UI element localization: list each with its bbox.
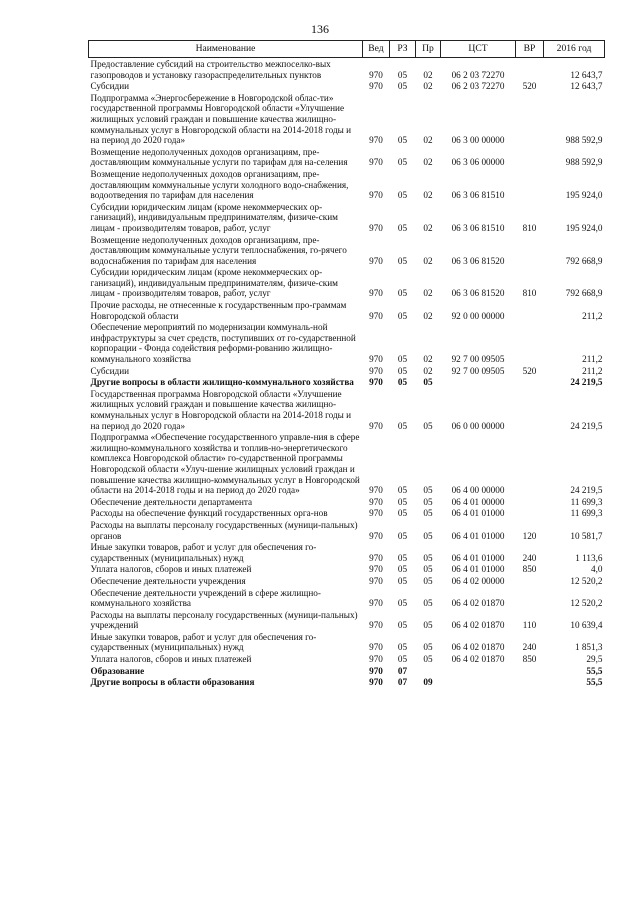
row-ved: 970 xyxy=(369,530,383,541)
row-pr: 02 xyxy=(423,354,433,365)
table-row xyxy=(89,541,605,563)
row-amount: 24 219,5 xyxy=(570,485,603,496)
row-cst: 06 4 02 01870 xyxy=(451,654,505,665)
row-amount: 55,5 xyxy=(586,665,603,676)
row-name: Расходы на обеспечение функций государственных орга-нов xyxy=(90,508,328,519)
row-name: Расходы на выплаты персоналу государственных (муници-пальных) органов xyxy=(90,519,358,541)
row-ved: 970 xyxy=(369,564,383,575)
row-name: Другие вопросы в области образования xyxy=(90,677,255,688)
row-vr: 520 xyxy=(522,81,537,92)
row-cst: 06 4 01 00000 xyxy=(451,496,505,507)
row-amount: 792 668,9 xyxy=(565,255,603,266)
row-vr xyxy=(516,388,544,431)
col-header-ved: Вед xyxy=(363,41,390,58)
row-cst: 06 0 00 00000 xyxy=(451,420,505,431)
row-pr: 05 xyxy=(423,530,433,541)
row-cst: 06 2 03 72270 xyxy=(451,69,505,80)
row-pr: 02 xyxy=(423,288,433,299)
table-row xyxy=(89,575,605,587)
row-cst: 06 3 06 81510 xyxy=(451,222,505,233)
row-ved: 970 xyxy=(369,677,383,688)
row-rz: 05 xyxy=(397,420,408,431)
row-vr: 520 xyxy=(522,365,537,376)
table-row xyxy=(89,168,605,201)
row-pr: 02 xyxy=(423,222,433,233)
row-ved: 970 xyxy=(369,377,383,388)
row-rz: 05 xyxy=(397,255,408,266)
row-rz: 05 xyxy=(397,81,408,92)
row-ved: 970 xyxy=(369,288,383,299)
row-rz: 05 xyxy=(397,620,408,631)
row-name: Иные закупки товаров, работ и услуг для обеспечения го-сударственных (муниципальных) нужд xyxy=(90,631,317,653)
page-number: 136 xyxy=(311,22,329,36)
row-cst: 06 4 02 01870 xyxy=(451,642,505,653)
row-ved: 970 xyxy=(369,598,383,609)
table-row xyxy=(89,234,605,267)
row-name: Предоставление субсидий на строительство межпоселко-вых газопроводов и установку газораспределительных пунктов xyxy=(90,59,331,80)
row-vr xyxy=(516,168,544,201)
row-vr xyxy=(516,665,544,677)
row-rz: 05 xyxy=(397,354,408,365)
row-ved: 970 xyxy=(369,620,383,631)
row-name: Обеспечение деятельности учреждения xyxy=(90,575,246,586)
row-ved: 970 xyxy=(369,420,383,431)
row-rz: 07 xyxy=(397,665,408,676)
row-ved: 970 xyxy=(369,135,383,146)
row-rz: 05 xyxy=(397,485,408,496)
row-amount: 12 520,2 xyxy=(570,575,603,586)
row-pr: 02 xyxy=(423,365,433,376)
row-cst: 06 4 01 01000 xyxy=(451,564,505,575)
row-rz: 05 xyxy=(397,157,408,168)
row-vr xyxy=(516,676,544,688)
table-row xyxy=(89,365,605,377)
row-vr xyxy=(516,587,544,609)
row-rz: 05 xyxy=(397,222,408,233)
row-ved: 970 xyxy=(369,81,383,92)
row-ved: 970 xyxy=(369,485,383,496)
table-row xyxy=(89,563,605,575)
row-amount: 4,0 xyxy=(591,564,603,575)
row-name: Государственная программа Новгородской области «Улучшение жилищных условий граждан и повышение качества жилищно-коммунальных услуг в Новгородской области на 2014-2018 годы и на период до 2020 года» xyxy=(90,388,352,431)
row-vr xyxy=(516,234,544,267)
row-cst: 06 4 02 00000 xyxy=(451,575,505,586)
row-name: Подпрограмма «Энергосбережение в Новгородской облас-ти» государственной программы Новгородской области «Улучшение жилищных условий граждан и повышение качества жилищно-коммунальных услуг в Новгородской области на 2014-2018 годы и на период до 2020 года» xyxy=(90,92,352,146)
row-ved: 970 xyxy=(369,508,383,519)
row-name: Подпрограмма «Обеспечение государственного управле-ния в сфере жилищно-коммунального хозяйства и топлив-но-энергетического комплекса Новгородской области» го-сударственной программы Новгородской области «Улуч-шение жилищных условий граждан и повышение качества жилищно-коммунальных услуг в Новгородской области на 2014-2018 годы и на период до 2020 года» xyxy=(90,432,360,496)
row-pr: 02 xyxy=(423,69,433,80)
row-vr: 850 xyxy=(522,564,537,575)
row-name: Обеспечение мероприятий по модернизации коммуналь-ной инфраструктуры за счет средств, поступивших от го-сударственной корпорации - Фонда содействия реформи-рованию жилищно-коммунального хозяйства xyxy=(90,322,356,365)
row-ved: 970 xyxy=(369,654,383,665)
row-ved: 970 xyxy=(369,354,383,365)
row-vr: 240 xyxy=(522,552,537,563)
row-pr: 02 xyxy=(423,81,433,92)
row-cst xyxy=(441,676,516,688)
row-pr: 09 xyxy=(423,677,433,688)
row-pr: 02 xyxy=(423,190,433,201)
row-cst: 92 7 00 09505 xyxy=(451,365,505,376)
row-name: Субсидии юридическим лицам (кроме некоммерческих ор-ганизаций), индивидуальным предпринимателям, физиче-ским лицам - производителям товаров, работ, услуг xyxy=(90,267,339,299)
row-ved: 970 xyxy=(369,69,383,80)
row-cst: 06 3 06 81520 xyxy=(451,288,505,299)
row-pr xyxy=(416,665,441,677)
row-name: Уплата налогов, сборов и иных платежей xyxy=(90,564,252,575)
row-amount: 211,2 xyxy=(582,310,603,321)
row-amount: 24 219,5 xyxy=(570,377,603,388)
row-rz: 05 xyxy=(397,190,408,201)
row-rz: 05 xyxy=(397,377,408,388)
row-ved: 970 xyxy=(369,222,383,233)
col-header-name: Наименование xyxy=(89,41,363,58)
row-amount: 195 924,0 xyxy=(565,222,603,233)
table-header-row xyxy=(89,41,605,58)
table-row xyxy=(89,80,605,92)
row-amount: 29,5 xyxy=(586,654,603,665)
row-amount: 988 592,9 xyxy=(565,157,603,168)
row-cst: 06 4 01 01000 xyxy=(451,552,505,563)
row-amount: 12 643,7 xyxy=(570,81,603,92)
row-vr xyxy=(516,496,544,508)
row-cst: 92 0 00 00000 xyxy=(451,310,505,321)
row-amount: 12 643,7 xyxy=(570,69,603,80)
col-header-pr: Пр xyxy=(416,41,441,58)
row-rz: 05 xyxy=(397,69,408,80)
row-rz: 05 xyxy=(397,642,408,653)
row-rz: 05 xyxy=(397,310,408,321)
row-pr: 05 xyxy=(423,420,433,431)
row-rz: 05 xyxy=(397,530,408,541)
row-ved: 970 xyxy=(369,665,383,676)
row-cst: 06 4 01 01000 xyxy=(451,530,505,541)
table-row xyxy=(89,299,605,321)
row-pr: 05 xyxy=(423,377,433,388)
row-ved: 970 xyxy=(369,552,383,563)
row-name: Прочие расходы, не отнесенные к государственным про-граммам Новгородской области xyxy=(90,300,347,321)
table-row xyxy=(89,653,605,665)
row-pr: 05 xyxy=(423,552,433,563)
row-pr: 05 xyxy=(423,564,433,575)
row-amount: 55,5 xyxy=(586,677,603,688)
row-ved: 970 xyxy=(369,190,383,201)
table-row xyxy=(89,431,605,496)
col-header-vr: ВР xyxy=(516,41,544,58)
row-name: Субсидии юридическим лицам (кроме некоммерческих ор-ганизаций), индивидуальным предпринимателям, физиче-ским лицам - производителям товаров, работ, услуг xyxy=(90,201,339,233)
table-row xyxy=(89,609,605,631)
row-name: Образование xyxy=(90,665,145,676)
row-vr xyxy=(516,376,544,388)
row-amount: 195 924,0 xyxy=(565,190,603,201)
table-row xyxy=(89,388,605,431)
row-pr: 05 xyxy=(423,654,433,665)
row-name: Обеспечение деятельности учреждений в сфере жилищно-коммунального хозяйства xyxy=(90,587,321,609)
row-ved: 970 xyxy=(369,642,383,653)
row-vr xyxy=(516,575,544,587)
row-rz: 05 xyxy=(397,552,408,563)
row-name: Уплата налогов, сборов и иных платежей xyxy=(90,654,252,665)
row-amount: 211,2 xyxy=(582,354,603,365)
col-header-year: 2016 год xyxy=(544,41,605,58)
row-amount: 12 520,2 xyxy=(570,598,603,609)
table-row xyxy=(89,496,605,508)
row-cst: 06 4 00 00000 xyxy=(451,485,505,496)
row-cst: 06 4 01 01000 xyxy=(451,508,505,519)
row-cst: 06 3 06 81510 xyxy=(451,190,505,201)
row-vr xyxy=(516,299,544,321)
row-cst: 06 3 06 00000 xyxy=(451,157,505,168)
row-name: Иные закупки товаров, работ и услуг для обеспечения го-сударственных (муниципальных) нужд xyxy=(90,542,317,563)
table-row xyxy=(89,321,605,364)
row-amount: 1 851,3 xyxy=(574,642,603,653)
row-vr xyxy=(516,431,544,496)
row-amount: 10 581,7 xyxy=(570,530,603,541)
col-header-rz: РЗ xyxy=(390,41,416,58)
row-ved: 970 xyxy=(369,575,383,586)
table-row xyxy=(89,519,605,541)
row-ved: 970 xyxy=(369,496,383,507)
row-rz: 05 xyxy=(397,564,408,575)
row-rz: 05 xyxy=(397,575,408,586)
row-name: Возмещение недополученных доходов организациям, пре-доставляющим коммунальные услуги теплоснабжения, го-рячего водоснабжения по тарифам для населения xyxy=(90,234,347,266)
row-pr: 02 xyxy=(423,135,433,146)
row-cst: 92 7 00 09505 xyxy=(451,354,505,365)
table-row xyxy=(89,201,605,234)
row-name: Расходы на выплаты персоналу государственных (муници-пальных) учреждений xyxy=(90,609,358,631)
row-pr: 02 xyxy=(423,157,433,168)
table-row xyxy=(89,676,605,688)
row-amount: 24 219,5 xyxy=(570,420,603,431)
row-name: Возмещение недополученных доходов организациям, пре-доставляющим коммунальные услуги холодного водо-снабжения, водоотведения по тарифам для населения xyxy=(90,168,349,201)
budget-table xyxy=(88,40,605,688)
table-row xyxy=(89,376,605,388)
row-vr xyxy=(516,92,544,146)
table-row xyxy=(89,58,605,81)
row-cst: 06 4 02 01870 xyxy=(451,620,505,631)
row-vr: 240 xyxy=(522,642,537,653)
row-rz: 05 xyxy=(397,288,408,299)
row-rz: 05 xyxy=(397,496,408,507)
row-cst: 06 2 03 72270 xyxy=(451,81,505,92)
row-amount: 1 113,6 xyxy=(575,552,603,563)
row-name: Другие вопросы в области жилищно-коммунального хозяйства xyxy=(90,377,354,388)
row-cst xyxy=(441,665,516,677)
row-pr: 05 xyxy=(423,496,433,507)
row-vr xyxy=(516,321,544,364)
table-row xyxy=(89,631,605,653)
row-name: Субсидии xyxy=(90,365,130,376)
row-ved: 970 xyxy=(369,310,383,321)
row-pr: 05 xyxy=(423,575,433,586)
row-name: Обеспечение деятельности департамента xyxy=(90,496,253,507)
row-pr: 02 xyxy=(423,310,433,321)
row-amount: 11 699,3 xyxy=(570,496,603,507)
row-name: Возмещение недополученных доходов организациям, пре-доставляющим коммунальные услуги по тарифам для на-селения xyxy=(90,146,348,168)
row-pr: 02 xyxy=(423,255,433,266)
table-row xyxy=(89,92,605,146)
row-rz: 07 xyxy=(397,677,408,688)
col-header-cst: ЦСТ xyxy=(441,41,516,58)
table-row xyxy=(89,507,605,519)
row-vr xyxy=(516,146,544,168)
row-rz: 05 xyxy=(397,135,408,146)
row-amount: 10 639,4 xyxy=(570,620,603,631)
row-rz: 05 xyxy=(397,508,408,519)
row-vr: 810 xyxy=(522,222,537,233)
row-ved: 970 xyxy=(369,157,383,168)
row-ved: 970 xyxy=(369,365,383,376)
row-cst xyxy=(441,376,516,388)
row-amount: 211,2 xyxy=(582,365,603,376)
row-vr xyxy=(516,58,544,81)
row-cst: 06 4 02 01870 xyxy=(451,598,505,609)
row-vr: 810 xyxy=(522,288,537,299)
row-cst: 06 3 00 00000 xyxy=(451,135,505,146)
row-pr: 05 xyxy=(423,620,433,631)
table-row xyxy=(89,266,605,299)
row-vr xyxy=(516,507,544,519)
row-pr: 05 xyxy=(423,598,433,609)
row-amount: 792 668,9 xyxy=(565,288,603,299)
row-amount: 988 592,9 xyxy=(565,135,603,146)
row-pr: 05 xyxy=(423,508,433,519)
row-ved: 970 xyxy=(369,255,383,266)
row-amount: 11 699,3 xyxy=(570,508,603,519)
table-row xyxy=(89,146,605,168)
row-pr: 05 xyxy=(423,485,433,496)
row-cst: 06 3 06 81520 xyxy=(451,255,505,266)
table-row xyxy=(89,665,605,677)
row-name: Субсидии xyxy=(90,81,130,92)
row-vr: 850 xyxy=(522,654,537,665)
row-vr: 110 xyxy=(522,620,537,631)
row-rz: 05 xyxy=(397,598,408,609)
table-row xyxy=(89,587,605,609)
row-vr: 120 xyxy=(522,530,537,541)
row-rz: 05 xyxy=(397,365,408,376)
row-pr: 05 xyxy=(423,642,433,653)
row-rz: 05 xyxy=(397,654,408,665)
